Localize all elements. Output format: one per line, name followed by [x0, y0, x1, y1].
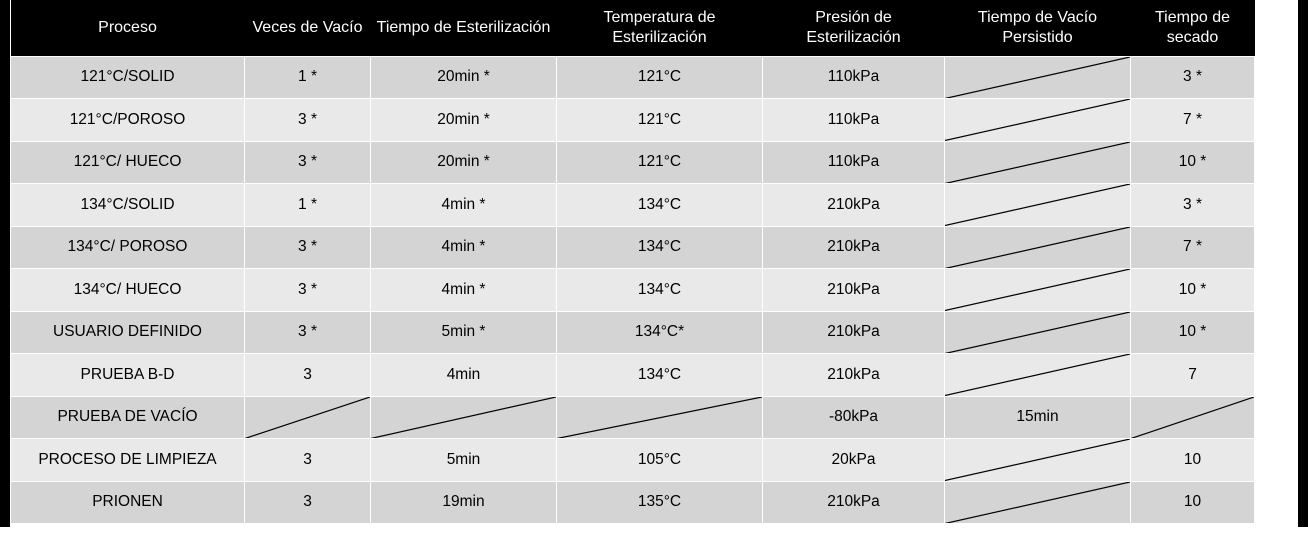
- cell-tiempo-de-secado: 7 *: [1131, 99, 1255, 142]
- cell-veces-de-vacio: [245, 396, 371, 439]
- cell-tiempo-de-esterilizacion: [371, 396, 557, 439]
- cell-presion-de-esterilizacion: 210kPa: [763, 184, 945, 227]
- diagonal-strike-icon: [945, 227, 1130, 269]
- cell-temperatura-de-esterilizacion: 135°C: [557, 481, 763, 524]
- cell-tiempo-de-vacio-persistido: [945, 269, 1131, 312]
- diagonal-strike-icon: [945, 312, 1130, 354]
- cell-proceso: PRUEBA B-D: [11, 354, 245, 397]
- cell-temperatura-de-esterilizacion: 121°C: [557, 99, 763, 142]
- cell-presion-de-esterilizacion: 110kPa: [763, 56, 945, 99]
- cell-tiempo-de-secado: 7 *: [1131, 226, 1255, 269]
- diagonal-strike-icon: [945, 184, 1130, 226]
- cell-tiempo-de-vacio-persistido: [945, 354, 1131, 397]
- cell-presion-de-esterilizacion: 110kPa: [763, 141, 945, 184]
- cell-tiempo-de-esterilizacion: 20min *: [371, 99, 557, 142]
- cell-tiempo-de-esterilizacion: 5min: [371, 439, 557, 482]
- diagonal-strike-icon: [945, 439, 1130, 481]
- sterilization-parameters-table: [10, 0, 1255, 524]
- cell-tiempo-de-secado: 10: [1131, 481, 1255, 524]
- cell-temperatura-de-esterilizacion: 105°C: [557, 439, 763, 482]
- cell-proceso: PRIONEN: [11, 481, 245, 524]
- table-row: [11, 141, 1255, 184]
- bottom-margin-band: [0, 527, 1308, 533]
- cell-veces-de-vacio: 3 *: [245, 311, 371, 354]
- diagonal-strike-icon: [945, 142, 1130, 184]
- cell-temperatura-de-esterilizacion: 121°C: [557, 56, 763, 99]
- cell-temperatura-de-esterilizacion: 134°C: [557, 226, 763, 269]
- cell-tiempo-de-secado: 3 *: [1131, 56, 1255, 99]
- cell-tiempo-de-vacio-persistido: [945, 439, 1131, 482]
- cell-temperatura-de-esterilizacion: 121°C: [557, 141, 763, 184]
- cell-proceso: 134°C/ POROSO: [11, 226, 245, 269]
- cell-tiempo-de-esterilizacion: 4min *: [371, 226, 557, 269]
- cell-veces-de-vacio: 3 *: [245, 141, 371, 184]
- cell-tiempo-de-esterilizacion: 5min *: [371, 311, 557, 354]
- column-header-proceso: Proceso: [11, 0, 245, 56]
- right-margin-band: [1298, 0, 1308, 533]
- cell-tiempo-de-vacio-persistido: 15min: [945, 396, 1131, 439]
- cell-proceso: PROCESO DE LIMPIEZA: [11, 439, 245, 482]
- table-row: [11, 354, 1255, 397]
- cell-veces-de-vacio: 3 *: [245, 99, 371, 142]
- table-row: [11, 56, 1255, 99]
- cell-tiempo-de-esterilizacion: 4min *: [371, 184, 557, 227]
- table-row: [11, 396, 1255, 439]
- cell-tiempo-de-vacio-persistido: [945, 56, 1131, 99]
- cell-presion-de-esterilizacion: 210kPa: [763, 226, 945, 269]
- cell-presion-de-esterilizacion: 210kPa: [763, 269, 945, 312]
- cell-veces-de-vacio: 3 *: [245, 269, 371, 312]
- left-margin-band: [0, 0, 10, 533]
- cell-tiempo-de-secado: 10 *: [1131, 311, 1255, 354]
- cell-proceso: 134°C/SOLID: [11, 184, 245, 227]
- column-header-tiempo-de-vacio-persistido: Tiempo de Vacío Persistido: [945, 0, 1131, 56]
- diagonal-strike-icon: [945, 57, 1130, 99]
- cell-veces-de-vacio: 3: [245, 481, 371, 524]
- table-row: [11, 184, 1255, 227]
- cell-tiempo-de-secado: 10: [1131, 439, 1255, 482]
- diagonal-strike-icon: [945, 269, 1130, 311]
- cell-temperatura-de-esterilizacion: 134°C*: [557, 311, 763, 354]
- cell-tiempo-de-esterilizacion: 20min *: [371, 56, 557, 99]
- cell-tiempo-de-vacio-persistido: [945, 311, 1131, 354]
- cell-tiempo-de-esterilizacion: 19min: [371, 481, 557, 524]
- cell-tiempo-de-vacio-persistido: [945, 184, 1131, 227]
- cell-tiempo-de-secado: [1131, 396, 1255, 439]
- cell-tiempo-de-secado: 7: [1131, 354, 1255, 397]
- cell-proceso: 121°C/SOLID: [11, 56, 245, 99]
- column-header-presion-de-esterilizacion: Presión de Esterilización: [763, 0, 945, 56]
- table-row: [11, 311, 1255, 354]
- cell-temperatura-de-esterilizacion: [557, 396, 763, 439]
- table-row: [11, 99, 1255, 142]
- cell-proceso: PRUEBA DE VACÍO: [11, 396, 245, 439]
- cell-presion-de-esterilizacion: 210kPa: [763, 354, 945, 397]
- diagonal-strike-icon: [1131, 397, 1254, 439]
- cell-tiempo-de-secado: 10 *: [1131, 141, 1255, 184]
- column-header-tiempo-de-esterilizacion: Tiempo de Esterilización: [371, 0, 557, 56]
- cell-tiempo-de-esterilizacion: 4min: [371, 354, 557, 397]
- cell-tiempo-de-vacio-persistido: [945, 481, 1131, 524]
- cell-presion-de-esterilizacion: 20kPa: [763, 439, 945, 482]
- cell-tiempo-de-vacio-persistido: [945, 141, 1131, 184]
- cell-tiempo-de-secado: 10 *: [1131, 269, 1255, 312]
- column-header-tiempo-de-secado: Tiempo de secado: [1131, 0, 1255, 56]
- table-row: [11, 439, 1255, 482]
- cell-proceso: 121°C/ HUECO: [11, 141, 245, 184]
- diagonal-strike-icon: [557, 397, 762, 439]
- cell-temperatura-de-esterilizacion: 134°C: [557, 184, 763, 227]
- cell-proceso: 121°C/POROSO: [11, 99, 245, 142]
- cell-presion-de-esterilizacion: 210kPa: [763, 311, 945, 354]
- diagonal-strike-icon: [945, 482, 1130, 524]
- diagonal-strike-icon: [945, 354, 1130, 396]
- column-header-veces-de-vacio: Veces de Vacío: [245, 0, 371, 56]
- cell-veces-de-vacio: 1 *: [245, 56, 371, 99]
- table-row: [11, 481, 1255, 524]
- cell-presion-de-esterilizacion: 210kPa: [763, 481, 945, 524]
- table-body: [11, 56, 1255, 524]
- table-header: [11, 0, 1255, 56]
- cell-veces-de-vacio: 3 *: [245, 226, 371, 269]
- cell-tiempo-de-esterilizacion: 20min *: [371, 141, 557, 184]
- cell-veces-de-vacio: 1 *: [245, 184, 371, 227]
- cell-veces-de-vacio: 3: [245, 439, 371, 482]
- cell-temperatura-de-esterilizacion: 134°C: [557, 269, 763, 312]
- table-header-row: [11, 0, 1255, 56]
- cell-veces-de-vacio: 3: [245, 354, 371, 397]
- table-row: [11, 269, 1255, 312]
- cell-tiempo-de-vacio-persistido: [945, 226, 1131, 269]
- diagonal-strike-icon: [945, 99, 1130, 141]
- cell-temperatura-de-esterilizacion: 134°C: [557, 354, 763, 397]
- cell-tiempo-de-vacio-persistido: [945, 99, 1131, 142]
- cell-proceso: USUARIO DEFINIDO: [11, 311, 245, 354]
- table-row: [11, 226, 1255, 269]
- diagonal-strike-icon: [371, 397, 556, 439]
- cell-tiempo-de-secado: 3 *: [1131, 184, 1255, 227]
- cell-tiempo-de-esterilizacion: 4min *: [371, 269, 557, 312]
- cell-presion-de-esterilizacion: 110kPa: [763, 99, 945, 142]
- cell-presion-de-esterilizacion: -80kPa: [763, 396, 945, 439]
- cell-proceso: 134°C/ HUECO: [11, 269, 245, 312]
- diagonal-strike-icon: [245, 397, 370, 439]
- column-header-temperatura-de-esterilizacion: Temperatura de Esterilización: [557, 0, 763, 56]
